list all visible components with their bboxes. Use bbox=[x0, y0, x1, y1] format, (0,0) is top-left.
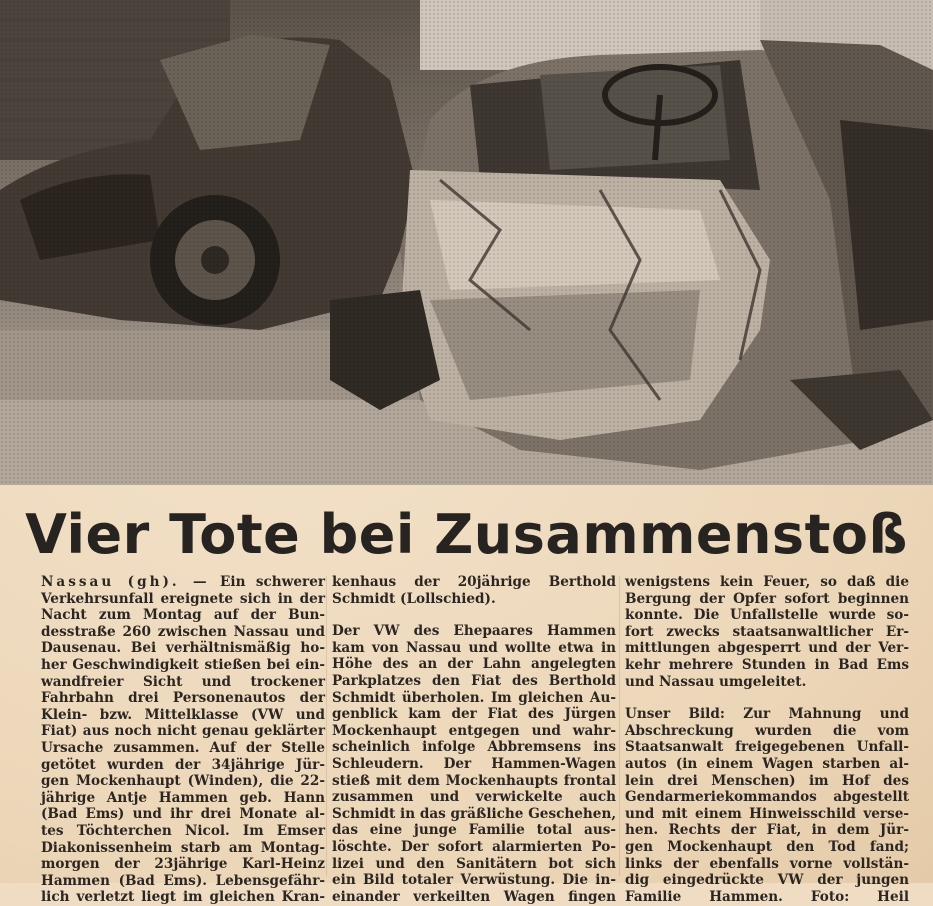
text-line: Höhe des an der Lahn angelegten bbox=[332, 656, 616, 673]
text-line: (Bad Ems) und ihr drei Monate al- bbox=[41, 806, 325, 823]
text-line: Gendarmeriekommandos abgestellt bbox=[625, 789, 909, 806]
text-line: kehr mehrere Stunden in Bad Ems bbox=[625, 656, 909, 673]
text-line: stieß mit dem Mockenhaupts frontal bbox=[332, 772, 616, 789]
text-line: getötet wurden der 34jährige Jür- bbox=[41, 756, 325, 773]
text-line: morgen der 23jährige Karl-Heinz bbox=[41, 856, 325, 873]
text-line: desstraße 260 zwischen Nassau und bbox=[41, 623, 325, 640]
text-line: autos (in einem Wagen starben al- bbox=[625, 755, 909, 772]
text-line: wenigstens kein Feuer, so daß die bbox=[625, 574, 909, 590]
text-line: lizei und den Sanitätern bot sich bbox=[332, 855, 616, 872]
paragraph-gap bbox=[332, 607, 616, 623]
article-paragraph-2 bbox=[332, 623, 616, 905]
text-line: kenhaus der 20jährige Berthold bbox=[332, 574, 616, 590]
text-line: her Geschwindigkeit stießen bei ein- bbox=[41, 656, 325, 673]
text-line: links der ebenfalls vorne vollstän- bbox=[625, 855, 909, 872]
column-divider bbox=[326, 576, 327, 876]
text-line: zusammen und verwickelte auch bbox=[332, 789, 616, 806]
article-paragraph-1 bbox=[41, 574, 325, 906]
headline: Vier Tote bei Zusammenstoß bbox=[25, 503, 908, 566]
text-line: Ursache zusammen. Auf der Stelle bbox=[41, 739, 325, 756]
text-line: Klein- bzw. Mittelklasse (VW und bbox=[41, 706, 325, 723]
text-line: genblick kam der Fiat des Jürgen bbox=[332, 706, 616, 723]
text-line: gen Mockenhaupt den Tod fand; bbox=[625, 838, 909, 855]
text-line: dig eingedrückte VW der jungen bbox=[625, 872, 909, 889]
text-line: scheinlich infolge Abbremsens ins bbox=[332, 739, 616, 756]
text-line: und Nassau umgeleitet. bbox=[625, 673, 807, 690]
text-line: jährige Antje Hammen geb. Hann bbox=[41, 789, 325, 806]
text-line: tes Töchterchen Nicol. Im Emser bbox=[41, 822, 325, 839]
text-line: Diakonissenheim starb am Montag- bbox=[41, 839, 325, 856]
text-line: Nacht zum Montag auf der Bun- bbox=[41, 607, 325, 624]
text-line: Schmidt überholen. Im gleichen Au- bbox=[332, 689, 616, 706]
text-line: mittlungen abgesperrt und der Ver- bbox=[625, 640, 909, 657]
text-line: Hammen (Bad Ems). Lebensgefähr- bbox=[41, 872, 325, 889]
text-line: Parkplatzes den Fiat des Berthold bbox=[332, 672, 616, 689]
article-column-3 bbox=[625, 574, 909, 905]
text-line: wandfreier Sicht und trockener bbox=[41, 673, 325, 690]
text-line: Dausenau. Bei verhältnismäßig ho- bbox=[41, 640, 325, 657]
text-line: konnte. Die Unfallstelle wurde so- bbox=[625, 607, 909, 624]
article-paragraph-2-cont bbox=[625, 574, 909, 690]
dateline: Nassau (gh). — bbox=[41, 574, 210, 590]
text-line: Abschreckung wurden die vom bbox=[625, 722, 909, 739]
paragraph-gap bbox=[625, 690, 909, 706]
text-line: Schleudern. Der Hammen-Wagen bbox=[332, 755, 616, 772]
photo-caption bbox=[625, 706, 909, 905]
text-line: einander verkeilten Wagen fingen bbox=[332, 888, 616, 905]
text-line: kam von Nassau und wollte etwa in bbox=[332, 639, 616, 656]
text-line: löschte. Der sofort alarmierten Po- bbox=[332, 838, 616, 855]
text-line: Familie Hammen. Foto: Heil bbox=[625, 888, 909, 905]
text-line: Verkehrsunfall ereignete sich in der bbox=[41, 590, 325, 607]
article-paragraph-1-cont bbox=[332, 574, 616, 607]
text-line: Schmidt (Lollschied). bbox=[332, 590, 496, 607]
text-line: Der VW des Ehepaares Hammen bbox=[332, 623, 616, 640]
text-line: lich verletzt liegt im gleichen Kran- bbox=[41, 889, 325, 906]
text-line: und mit einem Hinweisschild verse- bbox=[625, 805, 909, 822]
text-line: Staatsanwalt freigegebenen Unfall- bbox=[625, 739, 909, 756]
text-line: ein Bild totaler Verwüstung. Die in- bbox=[332, 872, 616, 889]
text-line: Schmidt in das gräßliche Geschehen, bbox=[332, 805, 617, 822]
column-divider bbox=[619, 576, 620, 876]
text-line: gen Mockenhaupt (Winden), die 22- bbox=[41, 773, 325, 790]
text-line: fort zwecks staatsanwaltlicher Er- bbox=[625, 623, 909, 640]
text-line: Bergung der Opfer sofort beginnen bbox=[625, 590, 909, 607]
text-line: das eine junge Familie total aus- bbox=[332, 822, 616, 839]
text-line: Fahrbahn drei Personenautos der bbox=[41, 690, 325, 707]
article-column-2 bbox=[332, 574, 616, 905]
text-line: Nassau (gh). — Ein schwerer bbox=[41, 574, 326, 590]
article-column-1 bbox=[41, 574, 325, 906]
text-line: Mockenhaupt entgegen und wahr- bbox=[332, 722, 616, 739]
text-line: Fiat) aus noch nicht genau geklärter bbox=[41, 723, 325, 740]
text-line: lein drei Menschen) im Hof des bbox=[625, 772, 909, 789]
text-line: hen. Rechts der Fiat, in dem Jür- bbox=[625, 822, 909, 839]
text-line: Unser Bild: Zur Mahnung und bbox=[625, 706, 909, 723]
